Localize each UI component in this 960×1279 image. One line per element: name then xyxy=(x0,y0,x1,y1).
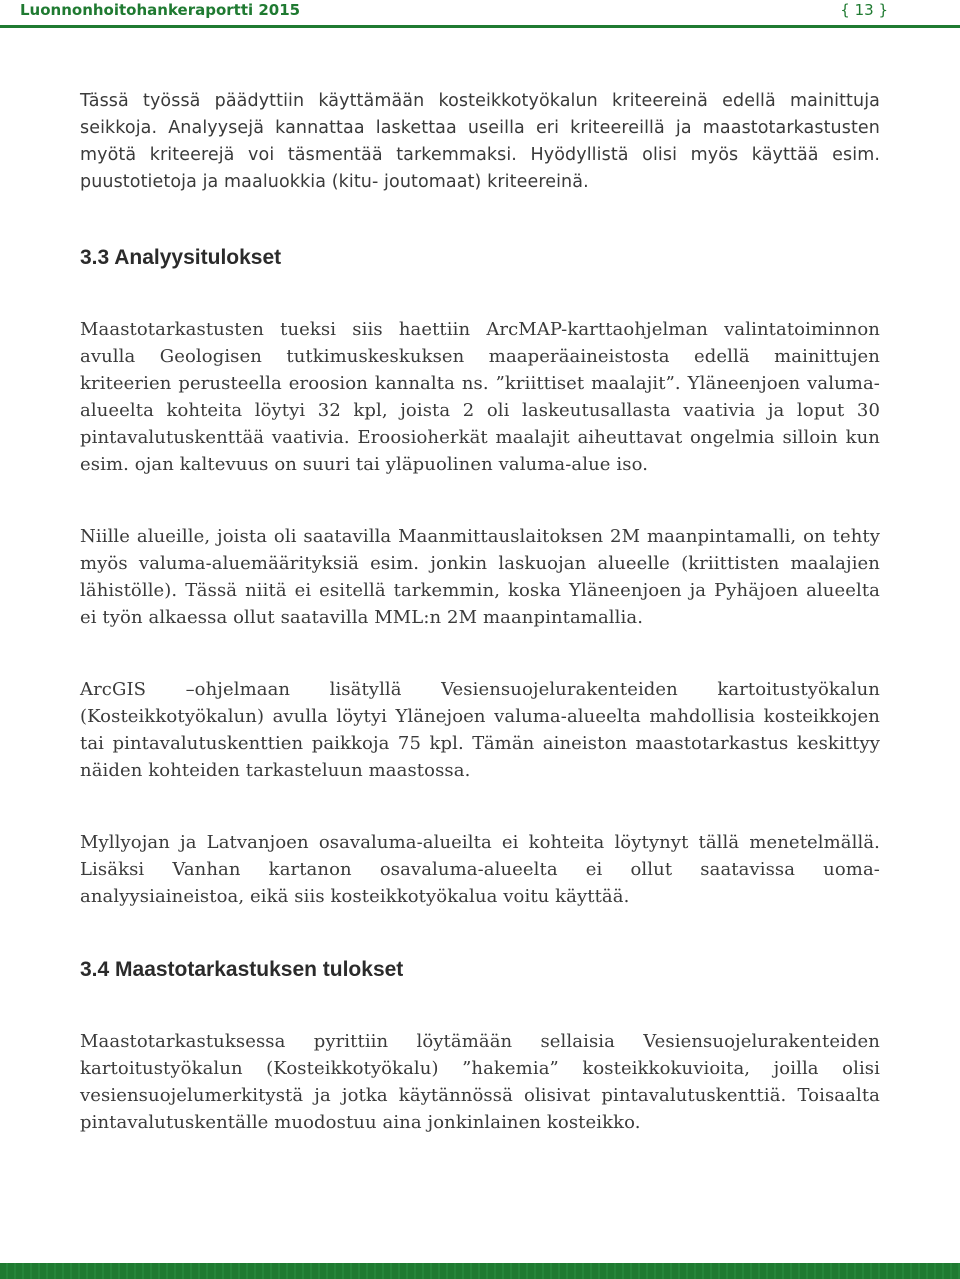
section-heading-maastotarkastus: 3.4 Maastotarkastuksen tulokset xyxy=(80,958,404,981)
page-number: { 13 } xyxy=(840,1,888,19)
intro-paragraph: Tässä työssä päädyttiin käyttämään kosteikkotyökalun kriteereinä edellä mainittuja seikkoja. Analyysejä kannattaa laskettaa useilla eri kriteereillä ja maastotarkastusten myötä kriteerejä voi täsmentää tarkemmaksi. Hyödyllistä olisi myös käyttää esim. puustotietoja ja maaluokkia (kitu- joutomaat) kriteereinä. xyxy=(80,91,880,192)
paragraph-analyysi-1: Maastotarkastusten tueksi siis haettiin ArcMAP-karttaohjelman valintatoiminnon avulla Geologisen tutkimuskeskuksen maaperäaineistosta edellä mainittujen kriteerien perusteella eroosion kannalta ns. ”kriittiset maalajit”. Yläneenjoen valuma-alueelta kohteita löytyi 32 kpl, joista 2 oli laskeutusallasta vaativia ja loput 30 pintavalutuskenttää vaativia. Eroosioherkät maalajit aiheuttavat ongelmia silloin kun esim. ojan kaltevuus on suuri tai yläpuolinen valuma-alue iso. xyxy=(80,319,880,475)
paragraph-analyysi-2: Niille alueille, joista oli saatavilla Maanmittauslaitoksen 2M maanpintamalli, on tehty myös valuma-aluemäärityksiä esim. jonkin laskuojan alueelle (kriittisten maalajien lähistölle). Tässä niitä ei esitellä tarkemmin, koska Yläneenjoen ja Pyhäjoen alueelta ei työn alkaessa ollut saatavilla MML:n 2M maanpintamallia. xyxy=(80,526,880,628)
footer-band xyxy=(0,1263,960,1279)
header-divider xyxy=(0,25,960,28)
report-title: Luonnonhoitohankeraportti 2015 xyxy=(20,1,301,19)
page-header xyxy=(0,0,960,22)
section-heading-analyysitulokset: 3.3 Analyysitulokset xyxy=(80,246,282,269)
paragraph-analyysi-3: ArcGIS –ohjelmaan lisätyllä Vesiensuojelurakenteiden kartoitustyökalun (Kosteikkotyökalun) avulla löytyi Ylänejoen valuma-alueelta mahdollisia kosteikkojen tai pintavalutuskenttien paikkoja 75 kpl. Tämän aineiston maastotarkastus keskittyy näiden kohteiden tarkasteluun maastossa. xyxy=(80,679,880,781)
page-content xyxy=(80,88,880,1136)
paragraph-maastotarkastus-1: Maastotarkastuksessa pyrittiin löytämään sellaisia Vesiensuojelurakenteiden kartoitustyökalun (Kosteikkotyökalu) ”hakemia” kosteikkokuvioita, joilla olisi vesiensuojelumerkitystä ja jotka käytännössä olisivat pintavalutuskenttiä. Toisaalta pintavalutuskentälle muodostuu aina jonkinlainen kosteikko. xyxy=(80,1031,880,1133)
paragraph-analyysi-4: Myllyojan ja Latvanjoen osavaluma-alueilta ei kohteita löytynyt tällä menetelmällä. Lisäksi Vanhan kartanon osavaluma-alueelta ei ollut saatavissa uoma-analyysiaineistoa, eikä siis kosteikkotyökalua voitu käyttää. xyxy=(80,832,880,907)
